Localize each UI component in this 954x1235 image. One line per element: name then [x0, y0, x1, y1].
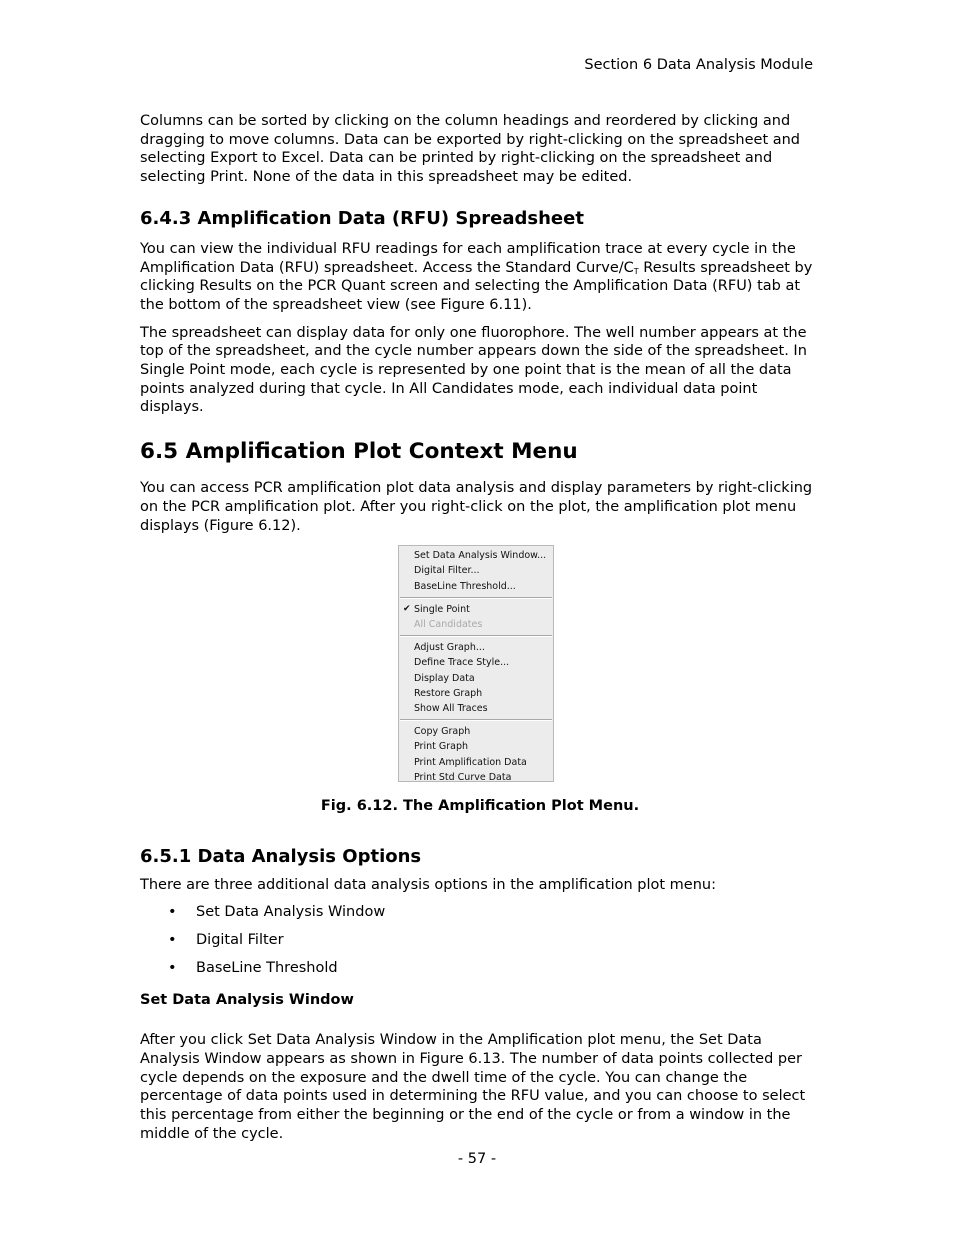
menu-item-show-all-traces[interactable]: Show All Traces	[414, 702, 488, 714]
menu-item-single-point[interactable]: ✔ Single Point	[399, 602, 553, 617]
list-item: • Digital Filter	[168, 931, 284, 948]
list-item: • BaseLine Threshold	[168, 959, 338, 976]
paragraph-set-window: After you click Set Data Analysis Window in the Amplification plot menu, the Set Data Analysis Window appears as shown in Figure 6.13. The number of data points collected per cycle depends on the exposure and the dwell time of the cycle. You can change the percentage of data points used in determining the RFU value, and you can choose to select this percentage from either the beginning or the end of the cycle or from a window in the middle of the cycle.	[140, 1032, 806, 1142]
paragraph-context-menu-intro: You can access PCR amplification plot data analysis and display parameters by right-clicking on the PCR amplification plot. After you right-click on the plot, the amplification plot menu displays (Figure 6.12).	[140, 480, 813, 534]
menu-item-print-amplification-data[interactable]: Print Amplification Data	[414, 756, 527, 768]
page-number: - 57 -	[457, 1151, 497, 1167]
figure-caption: Fig. 6.12. The Amplification Plot Menu.	[320, 798, 640, 815]
menu-item-restore-graph[interactable]: Restore Graph	[414, 687, 483, 699]
subheading-set-data-analysis-window: Set Data Analysis Window	[140, 991, 354, 1008]
menu-item-adjust-graph[interactable]: Adjust Graph...	[414, 642, 485, 654]
menu-item-display-data[interactable]: Display Data	[414, 672, 475, 684]
menu-item-define-trace-style[interactable]: Define Trace Style...	[414, 657, 510, 669]
menu-separator	[399, 594, 553, 602]
menu-item-digital-filter[interactable]: Digital Filter...	[414, 565, 480, 577]
heading-6-5: 6.5 Amplification Plot Context Menu	[140, 439, 578, 465]
menu-item-print-std-curve-data[interactable]: Print Std Curve Data	[414, 771, 512, 783]
paragraph-rfu-access: You can view the individual RFU readings for each amplification trace at every cycle in the Amplification Data (RFU) spreadsheet. Access the Standard Curve/$C_T$ Results spreadsheet by clicking Results on the PCR Quant screen and selecting the Amplification Data (RFU) tab at the bottom of the spreadsheet view (see Figure 6.11).	[140, 240, 813, 313]
menu-item-baseline-threshold[interactable]: BaseLine Threshold...	[414, 580, 516, 592]
heading-6-5-1: 6.5.1 Data Analysis Options	[140, 845, 422, 867]
intro-paragraph: Columns can be sorted by clicking on the column headings and reordered by clicking and dragging to move columns. Data can be exported by right-clicking on the spreadsheet and selecting Export to Excel. Data can be printed by right-clicking on the spreadsheet and selecting Print. None of the data in this spreadsheet may be edited.	[140, 113, 801, 186]
menu-separator	[399, 632, 553, 640]
bullet-icon: •	[168, 903, 177, 920]
bullet-icon: •	[168, 959, 177, 976]
amplification-plot-context-menu	[398, 545, 554, 782]
list-item: • Set Data Analysis Window	[168, 903, 386, 920]
heading-6-4-3: 6.4.3 Amplification Data (RFU) Spreadsheet	[140, 207, 584, 229]
menu-item-set-data-analysis-window[interactable]: Set Data Analysis Window...	[414, 550, 547, 562]
page-header: Section 6 Data Analysis Module	[584, 57, 813, 73]
page-content	[140, 112, 820, 1144]
checkmark-icon: ✔	[403, 603, 411, 614]
subscript-t: T	[633, 266, 639, 276]
menu-item-print-graph[interactable]: Print Graph	[414, 741, 469, 753]
bullet-icon: •	[168, 931, 177, 948]
options-list	[140, 903, 820, 977]
menu-item-copy-graph[interactable]: Copy Graph	[414, 726, 471, 738]
menu-separator	[399, 716, 553, 724]
paragraph-fluorophore: The spreadsheet can display data for only one fluorophore. The well number appears at the top of the spreadsheet, and the cycle number appears down the side of the spreadsheet. In Single Point mode, each cycle is represented by one point that is the mean of all the data points analyzed during that cycle. In All Candidates mode, each individual data point displays.	[140, 324, 807, 416]
paragraph-options-intro: There are three additional data analysis options in the amplification plot menu:	[140, 876, 716, 893]
menu-item-all-candidates: All Candidates	[414, 619, 483, 630]
